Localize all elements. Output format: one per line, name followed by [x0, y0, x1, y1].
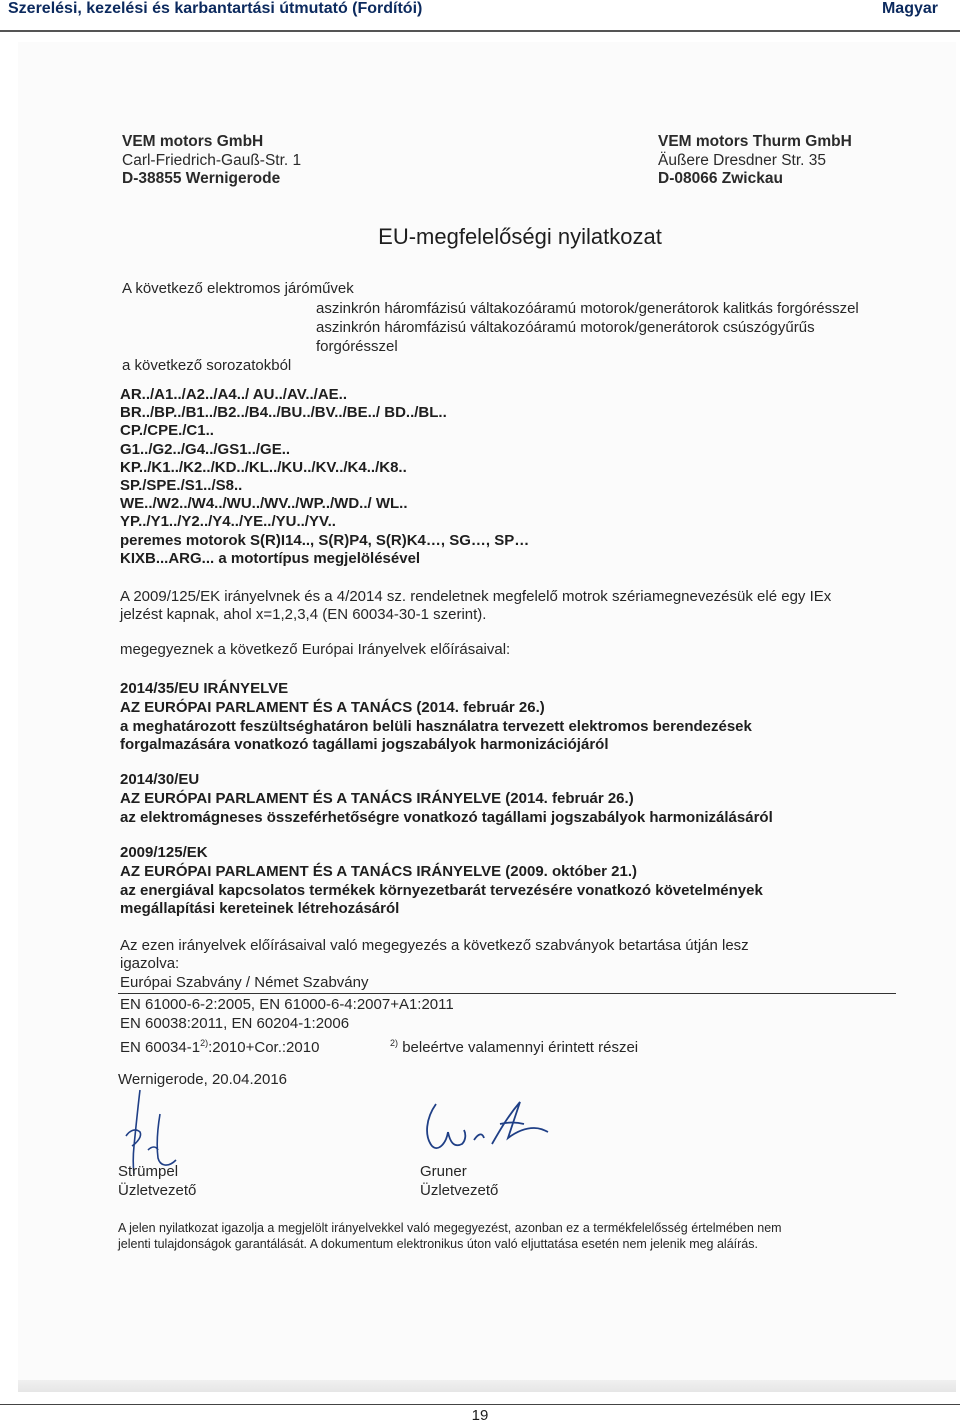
- standard-line: [120, 1034, 319, 1057]
- machine-type-2-cont: forgórésszel: [316, 338, 398, 355]
- list-item: AR../A1../A2../A4../ AU../AV../AE..: [120, 386, 347, 403]
- footnote-marker: 2): [200, 1038, 209, 1048]
- standards-rule: [118, 993, 896, 994]
- disclaimer-line: jelenti tulajdonságok garantálását. A dokumentum elektronikus úton való eljuttatása esetén nem jelenik meg aláírás.: [118, 1237, 758, 1251]
- footnote-marker: 2): [390, 1038, 399, 1048]
- list-item: CP./CPE./C1..: [120, 422, 214, 440]
- list-item: SP./SPE./S1../S8..: [120, 477, 243, 495]
- directive-block: [120, 844, 763, 919]
- series-list: [120, 386, 529, 568]
- list-item: KIXB...ARG... a motortípus megjelölésével: [120, 549, 421, 567]
- street: Äußere Dresdner Str. 35: [658, 151, 826, 169]
- signatory-left: [118, 1162, 196, 1200]
- city: D-08066 Zwickau: [658, 170, 783, 187]
- directive-line: az energiával kapcsolatos termékek környezetbarát tervezésére vonatkozó követelmények: [120, 881, 763, 899]
- footnote-text: beleértve valamennyi érintett részei: [402, 1039, 639, 1056]
- directive-block: [120, 680, 752, 755]
- address-left: [122, 133, 301, 189]
- directive-block: [120, 771, 773, 827]
- paragraph-line: Az ezen irányelvek előírásaival való megegyezés a következő szabványok betartása útján lesz: [120, 937, 749, 954]
- standard-line: EN 60038:2011, EN 60204-1:2006: [120, 1015, 350, 1032]
- signature-gruner: [416, 1094, 556, 1164]
- series-intro: a következő sorozatokból: [122, 357, 292, 374]
- directive-line: AZ EURÓPAI PARLAMENT ÉS A TANÁCS IRÁNYELVE (2009. október 21.): [120, 862, 638, 880]
- standards-intro: [120, 937, 749, 973]
- footer-divider: [0, 1404, 960, 1405]
- place-date: Wernigerode, 20.04.2016: [118, 1071, 288, 1088]
- manual-title: Szerelési, kezelési és karbantartási útmutató (Fordítói): [8, 0, 423, 17]
- directive-line: AZ EURÓPAI PARLAMENT ÉS A TANÁCS IRÁNYELVE (2014. február 26.): [120, 789, 634, 807]
- paragraph-line: igazolva:: [120, 955, 180, 972]
- directive-line: az elektromágneses összeférhetőségre vonatkozó tagállami jogszabályok harmonizálásáról: [120, 808, 773, 826]
- page-number: 19: [471, 1407, 489, 1424]
- list-item: peremes motorok S(R)I14.., S(R)P4, S(R)K4…, SG…, SP…: [120, 531, 530, 549]
- directive-line: 2014/35/EU IRÁNYELVE: [120, 680, 289, 697]
- disclaimer-line: A jelen nyilatkozat igazolja a megjelölt irányelvekkel való megegyezést, azonban ez a termékfelelősség értelmében nem: [118, 1221, 782, 1235]
- disclaimer: [118, 1220, 782, 1252]
- language-label: Magyar: [881, 0, 938, 17]
- signatory-role: Üzletvezető: [420, 1182, 499, 1199]
- signatory-role: Üzletvezető: [118, 1182, 197, 1199]
- city: D-38855 Wernigerode: [122, 170, 281, 187]
- directive-line: 2014/30/EU: [120, 771, 200, 788]
- company-name: VEM motors Thurm GmbH: [658, 133, 852, 150]
- standards-footnote: [390, 1034, 638, 1057]
- header-divider: [0, 30, 960, 32]
- iex-note: [120, 588, 831, 624]
- conformity-intro: megegyeznek a következő Európai Irányelvek előírásaival:: [120, 641, 511, 658]
- standard-code: EN 60034-1: [120, 1039, 201, 1056]
- intro-line: A következő elektromos járóművek: [122, 280, 354, 297]
- list-item: BR../BP../B1../B2../B4../BU../BV../BE../ BD../BL..: [120, 404, 447, 422]
- company-name: VEM motors GmbH: [122, 133, 264, 150]
- list-item: KP../K1../K2../KD../KL../KU../KV../K4../K8..: [120, 458, 407, 476]
- standard-date: :2010+Cor.:2010: [208, 1039, 320, 1056]
- directive-line: megállapítási kereteinek létrehozásáról: [120, 900, 400, 918]
- directive-line: a meghatározott feszültséghatáron belüli használatra tervezett elektromos berendezések: [120, 717, 752, 735]
- signatory-name: Gruner: [420, 1163, 467, 1180]
- machine-type-2: aszinkrón háromfázisú váltakozóáramú motorok/generátorok csúszógyűrűs: [316, 319, 815, 336]
- list-item: YP../Y1../Y2../Y4../YE../YU../YV..: [120, 513, 336, 531]
- scan-edge: [18, 1380, 956, 1392]
- machine-type-1: aszinkrón háromfázisú váltakozóáramú motorok/generátorok kalitkás forgórésszel: [316, 300, 859, 317]
- list-item: G1../G2../G4../GS1../GE..: [120, 440, 291, 458]
- paragraph-line: A 2009/125/EK irányelvnek és a 4/2014 sz. rendeletnek megfelelő motrok szériamegnevezésük elé egy IEx: [120, 588, 832, 605]
- street: Carl-Friedrich-Gauß-Str. 1: [122, 151, 302, 169]
- paragraph-line: jelzést kapnak, ahol x=1,2,3,4 (EN 60034-30-1 szerint).: [120, 606, 487, 623]
- directive-line: forgalmazására vonatkozó tagállami jogszabályok harmonizációjáról: [120, 736, 609, 754]
- address-right: [658, 133, 852, 189]
- directive-line: 2009/125/EK: [120, 844, 208, 861]
- signatory-name: Strümpel: [118, 1163, 179, 1180]
- standard-line: EN 61000-6-2:2005, EN 61000-6-4:2007+A1:2011: [120, 996, 454, 1013]
- directive-line: AZ EURÓPAI PARLAMENT ÉS A TANÁCS (2014. február 26.): [120, 698, 545, 716]
- standards-heading: Európai Szabvány / Német Szabvány: [120, 974, 369, 991]
- list-item: WE../W2../W4../WU../WV../WP../WD../ WL..: [120, 495, 408, 513]
- declaration-title: EU-megfelelőségi nyilatkozat: [378, 224, 662, 249]
- signatory-right: [420, 1162, 498, 1200]
